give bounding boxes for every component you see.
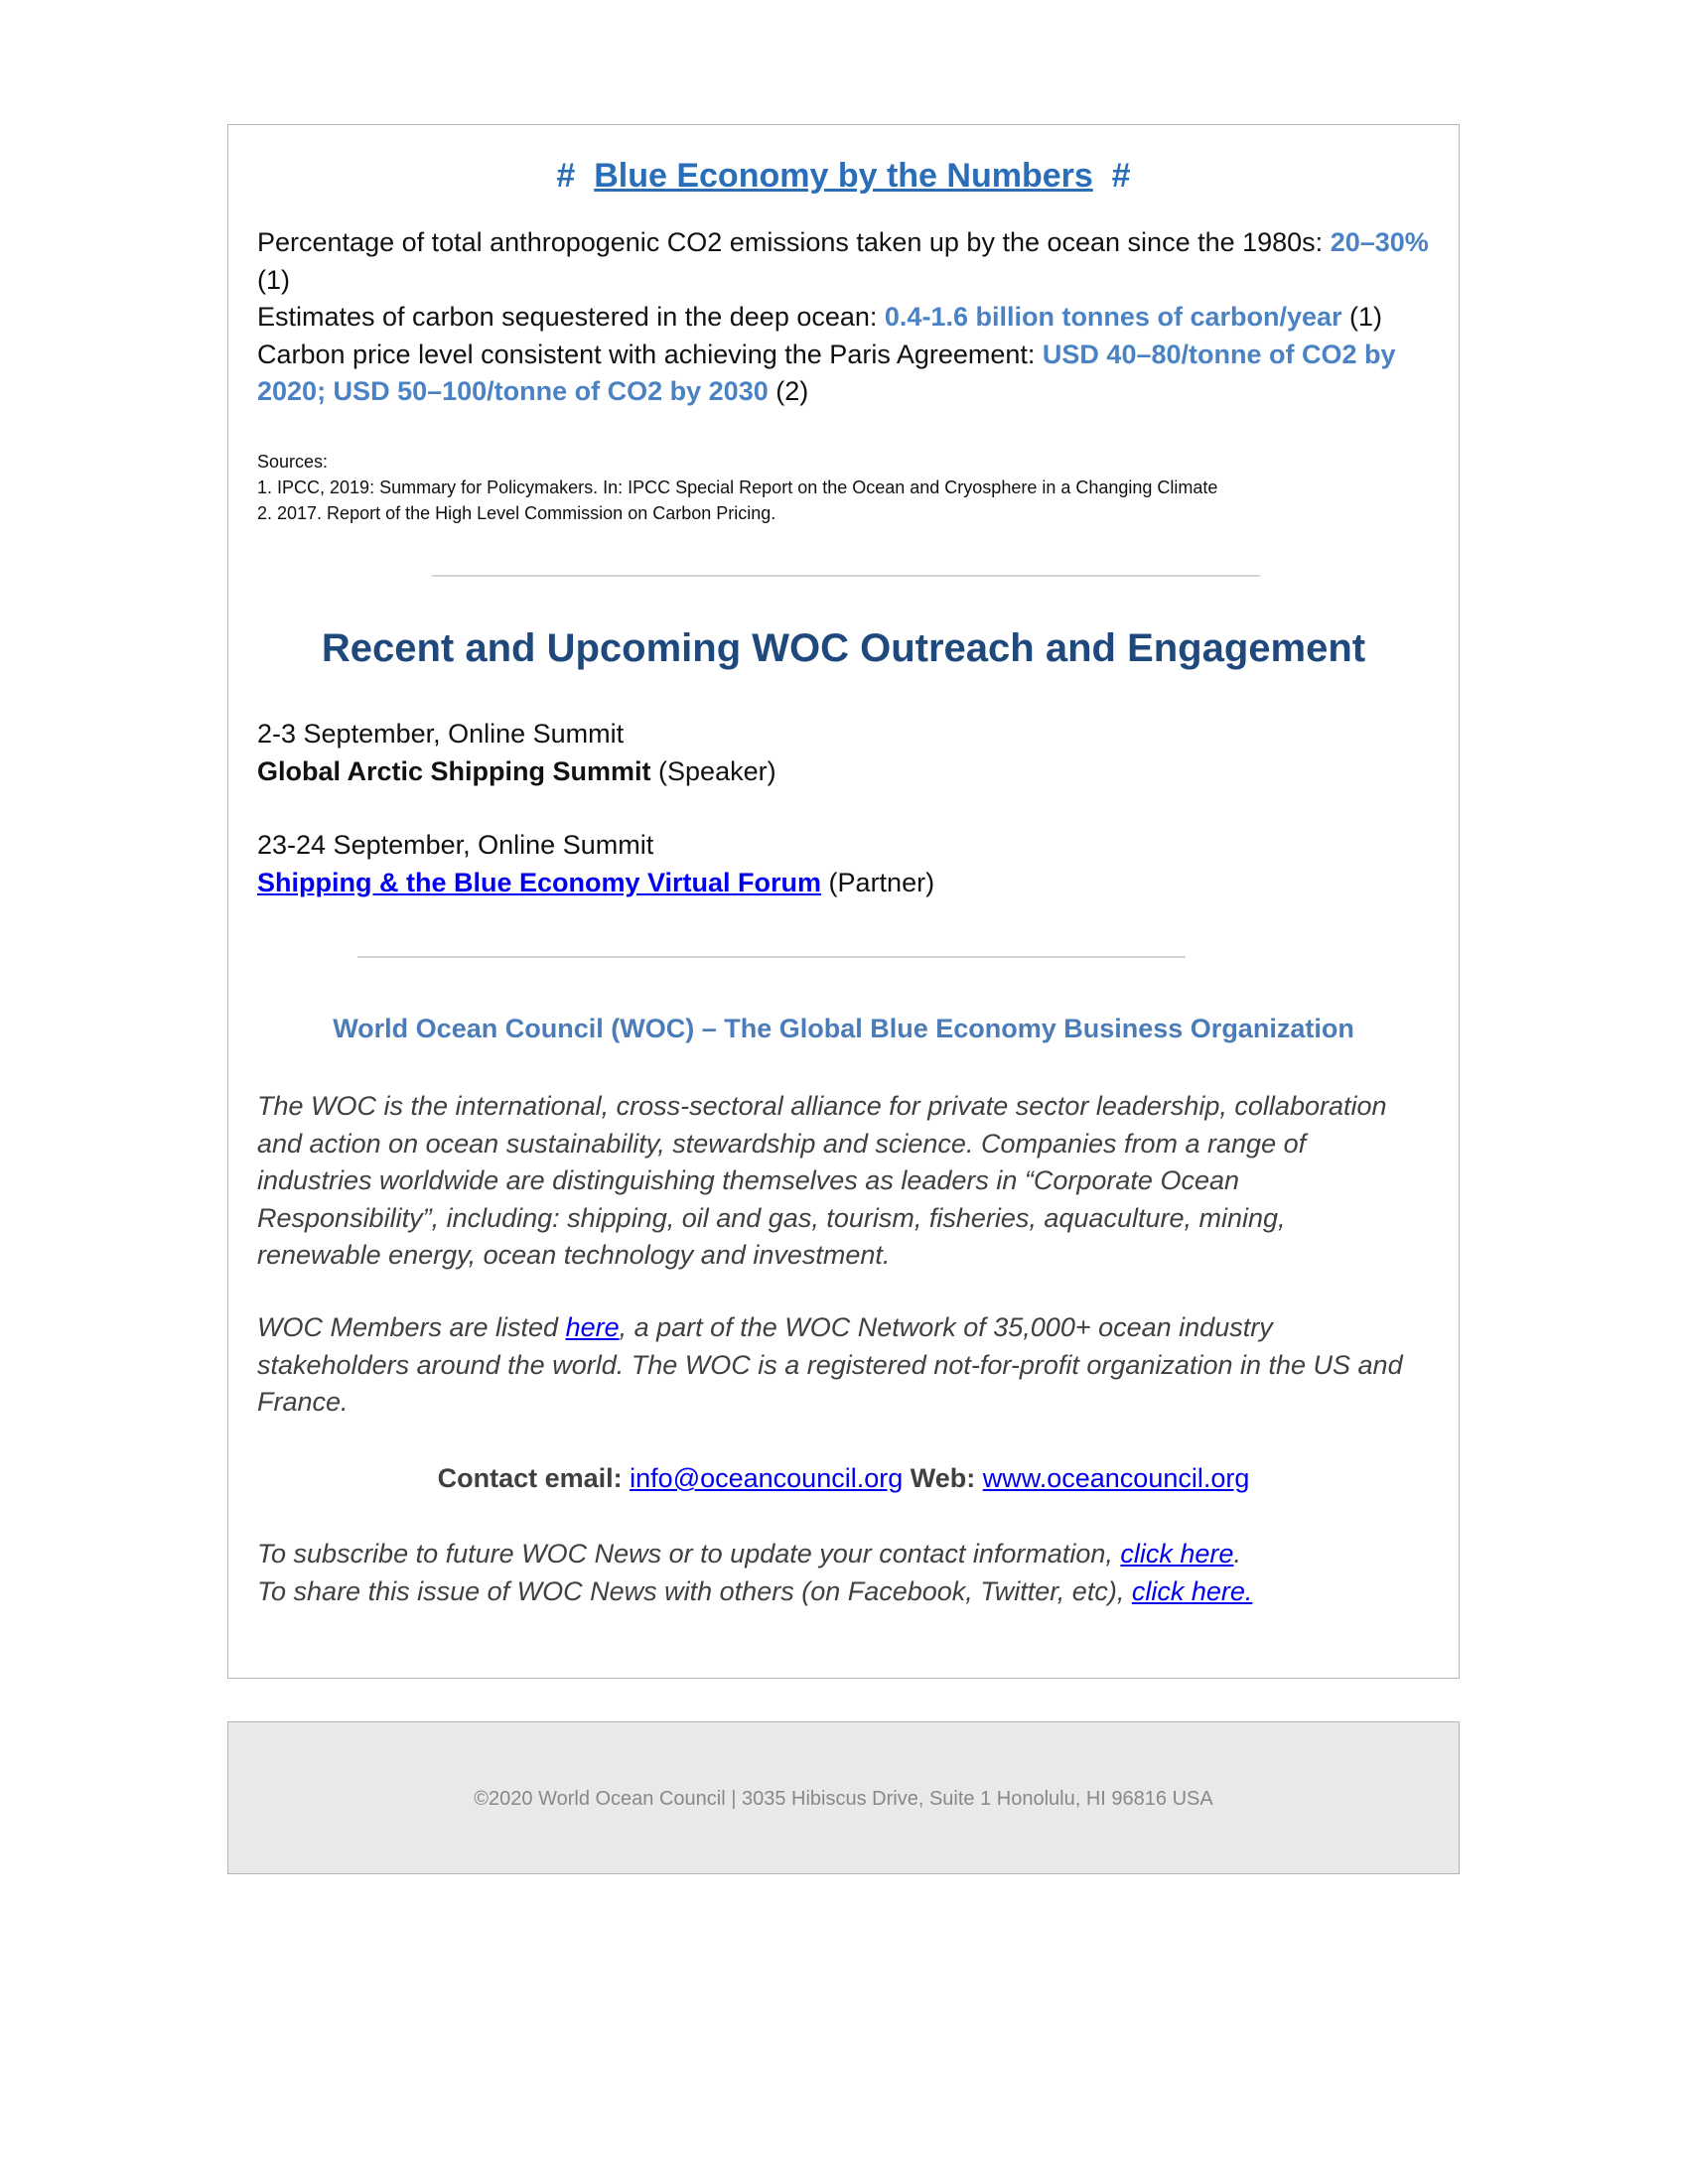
stat-label: Percentage of total anthropogenic CO2 emissions taken up by the ocean since the 1980s: <box>257 227 1331 257</box>
divider <box>432 575 1260 577</box>
contact-email-link[interactable]: info@oceancouncil.org <box>630 1463 904 1493</box>
stat-row <box>257 337 1439 411</box>
contact-label: Contact email: <box>437 1463 631 1493</box>
stat-label: Estimates of carbon sequestered in the deep ocean: <box>257 302 885 332</box>
stat-ref: (1) <box>1341 302 1383 332</box>
event-role: (Partner) <box>821 867 935 897</box>
sources-heading: Sources: <box>257 452 329 472</box>
stat-row <box>257 299 1439 337</box>
web-label: Web: <box>903 1463 983 1493</box>
outreach-title: Recent and Upcoming WOC Outreach and Engagement <box>321 626 1366 670</box>
stat-label: Carbon price level consistent with achieving the Paris Agreement: <box>257 339 1043 369</box>
stat-value: 0.4-1.6 billion tonnes of carbon/year <box>884 302 1342 332</box>
stat-ref: (1) <box>257 264 290 295</box>
stat-ref: (2) <box>768 376 809 406</box>
stats-block <box>257 224 1439 411</box>
numbers-title-link[interactable]: Blue Economy by the Numbers <box>594 157 1093 195</box>
about-title: World Ocean Council (WOC) – The Global Blue Economy Business Organization <box>333 1014 1354 1043</box>
event-link[interactable]: Shipping & the Blue Economy Virtual Forum <box>257 867 822 897</box>
content-panel <box>227 124 1460 1679</box>
members-paragraph: WOC Members are listed here, a part of the WOC Network of 35,000+ ocean industry stakeholders around the world. The WOC is a registered not-for-profit organization in the US and France. <box>257 1312 1403 1417</box>
hash-right: # <box>1111 157 1131 195</box>
source-item: 1. IPCC, 2019: Summary for Policymakers. In: IPCC Special Report on the Ocean and Cryosphere in a Changing Climate <box>257 478 1218 497</box>
numbers-title <box>228 157 1459 196</box>
website-link[interactable]: www.oceancouncil.org <box>982 1463 1250 1493</box>
contact-line <box>228 1463 1459 1494</box>
divider <box>357 956 1186 958</box>
event-date: 2-3 September, Online Summit <box>257 719 625 749</box>
source-item: 2. 2017. Report of the High Level Commission on Carbon Pricing. <box>257 503 776 523</box>
stat-row <box>257 224 1439 299</box>
hash-left: # <box>556 157 576 195</box>
event-date: 23-24 September, Online Summit <box>257 830 654 860</box>
footer <box>227 1721 1460 1874</box>
event-item <box>257 716 776 790</box>
about-paragraph: The WOC is the international, cross-sectoral alliance for private sector leadership, collaboration and action on ocean sustainability, stewardship and science. Companies from a range of industries worldwide are distinguishing themselves as leaders in “Corporate Ocean Responsibility”, including: shipping, oil and gas, tourism, fisheries, aquaculture, mining, renewable energy, ocean technology and investment. <box>257 1091 1387 1270</box>
event-name: Global Arctic Shipping Summit <box>257 755 651 786</box>
share-link[interactable]: click here. <box>1131 1575 1253 1606</box>
subscribe-link[interactable]: click here <box>1120 1539 1234 1569</box>
event-role: (Speaker) <box>650 755 776 786</box>
members-link[interactable]: here <box>565 1312 620 1342</box>
event-item <box>257 827 934 901</box>
subscribe-block: To subscribe to future WOC News or to update your contact information, click here. To share this issue of WOC News with others (on Facebook, Twitter, etc), click here. <box>257 1539 1253 1606</box>
stat-value: 20–30% <box>1330 227 1429 257</box>
footer-address: ©2020 World Ocean Council | 3035 Hibiscus Drive, Suite 1 Honolulu, HI 96816 USA <box>474 1788 1213 1810</box>
sources <box>257 449 1217 526</box>
stat-value: USD 40–80/tonne of CO2 by 2020; USD 50–100/tonne of CO2 by 2030 <box>257 339 1396 406</box>
